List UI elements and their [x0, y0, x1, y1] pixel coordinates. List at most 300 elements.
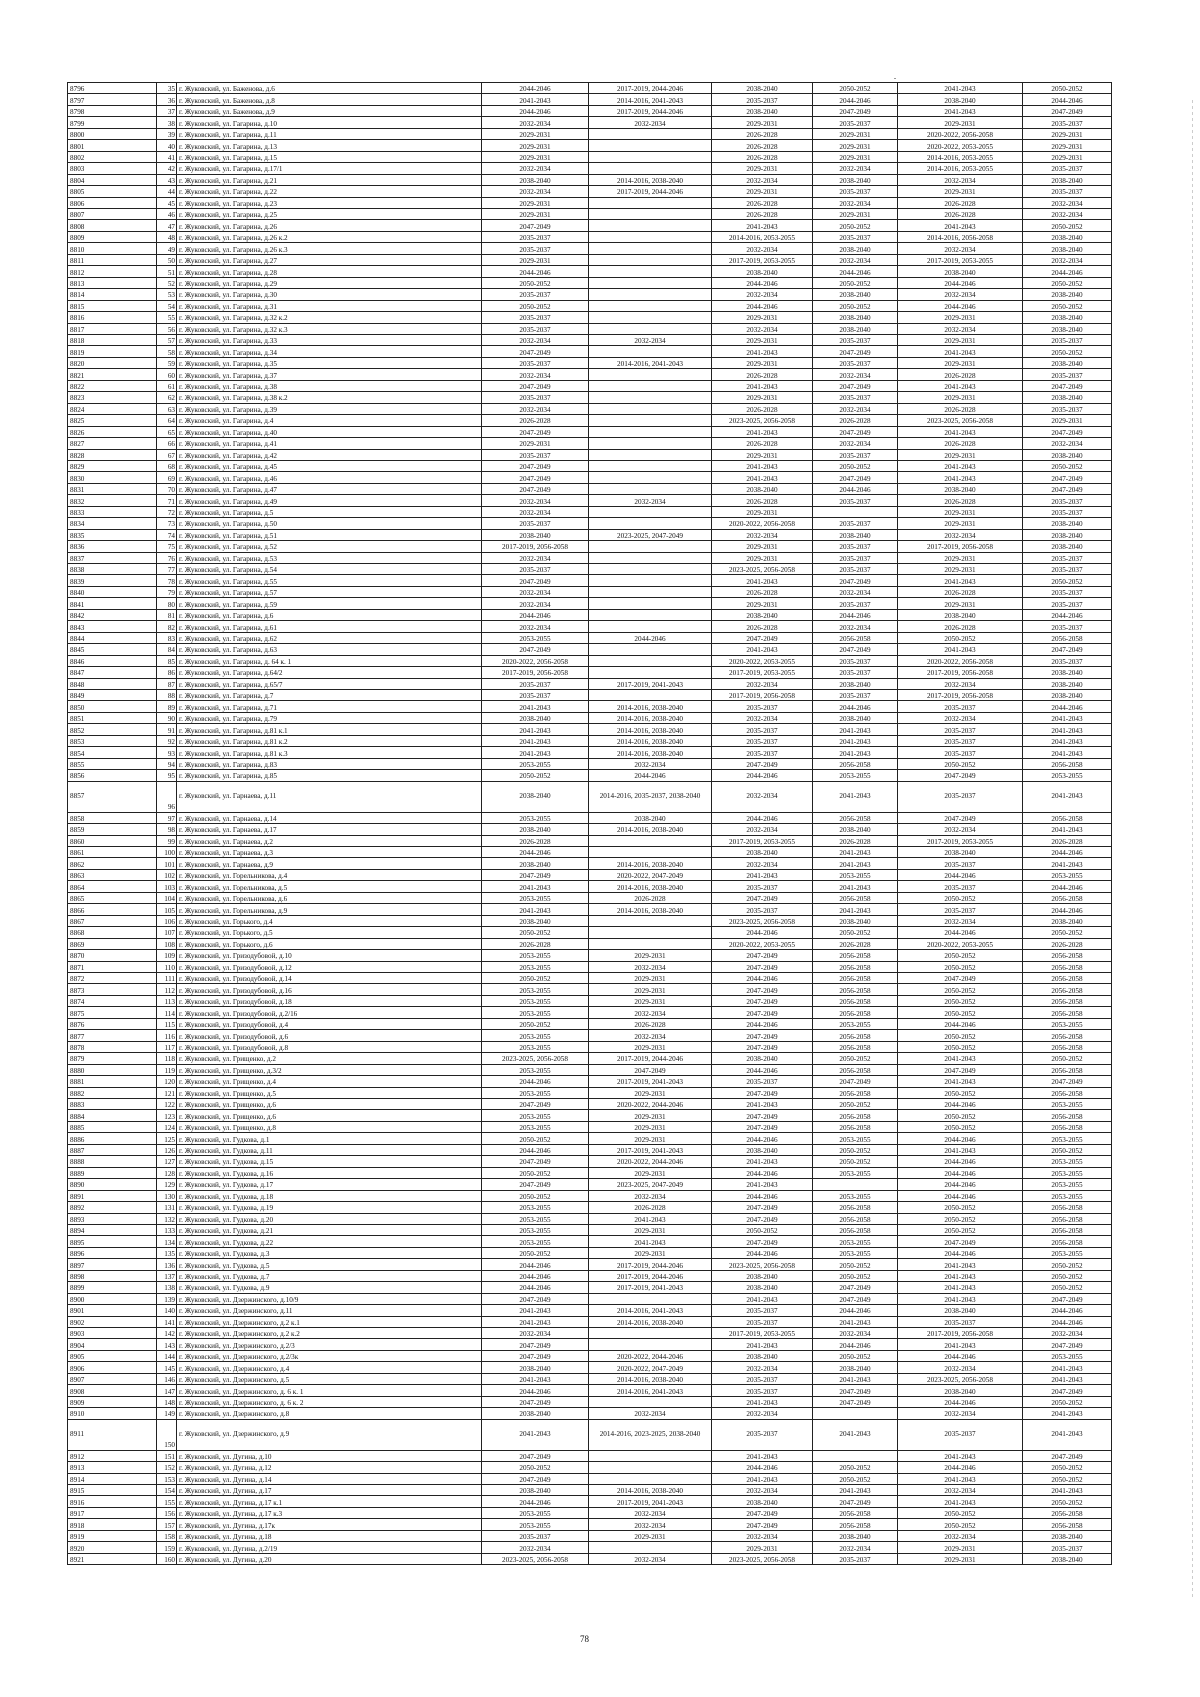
cell-period-2 — [589, 460, 712, 471]
cell-period-4: 2038-2040 — [813, 1530, 898, 1541]
cell-period-1: 2053-2055 — [482, 1519, 589, 1530]
cell-period-5: 2017-2019, 2053-2055 — [898, 254, 1023, 265]
table-row — [68, 1041, 1112, 1052]
cell-period-1: 2047-2049 — [482, 346, 589, 357]
cell-period-1: 2035-2037 — [482, 357, 589, 368]
cell-period-6: 2056-2058 — [1023, 1030, 1112, 1041]
table-row — [68, 1362, 1112, 1373]
cell-period-1: 2047-2049 — [482, 1156, 589, 1167]
cell-period-2: 2014-2016, 2038-2040 — [589, 824, 712, 835]
cell-period-1: 2044-2046 — [482, 266, 589, 277]
cell-period-5: 2035-2037 — [898, 781, 1023, 812]
cell-period-6: 2056-2058 — [1023, 1007, 1112, 1018]
cell-period-6: 2056-2058 — [1023, 950, 1112, 961]
cell-period-3: 2041-2043 — [712, 1396, 813, 1407]
cell-address: г. Жуковский, ул. Дугина, д.18 — [177, 1530, 482, 1541]
cell-period-6: 2050-2052 — [1023, 277, 1112, 288]
cell-period-3: 2038-2040 — [712, 609, 813, 620]
cell-period-3: 2035-2037 — [712, 1373, 813, 1384]
table-row — [68, 632, 1112, 643]
table-row — [68, 690, 1112, 701]
cell-period-6: 2047-2049 — [1023, 1293, 1112, 1304]
cell-period-6: 2041-2043 — [1023, 858, 1112, 869]
cell-period-3: 2047-2049 — [712, 1202, 813, 1213]
cell-period-4: 2050-2052 — [813, 220, 898, 231]
cell-period-3: 2023-2025, 2056-2058 — [712, 564, 813, 575]
cell-period-6: 2032-2034 — [1023, 1328, 1112, 1339]
cell-period-2: 2017-2019, 2041-2043 — [589, 1076, 712, 1087]
cell-period-1: 2023-2025, 2056-2058 — [482, 1053, 589, 1064]
table-row — [68, 1098, 1112, 1109]
cell-row-index: 136 — [157, 1259, 177, 1270]
cell-address: г. Жуковский, ул. Дзержинского, д. 6 к. 1 — [177, 1385, 482, 1396]
cell-period-4: 2041-2043 — [813, 747, 898, 758]
cell-period-1: 2053-2055 — [482, 812, 589, 823]
cell-address: г. Жуковский, ул. Гагарина, д.26 к.3 — [177, 243, 482, 254]
cell-period-3: 2023-2025, 2056-2058 — [712, 415, 813, 426]
table-row — [68, 904, 1112, 915]
cell-period-2: 2038-2040 — [589, 812, 712, 823]
cell-period-6: 2056-2058 — [1023, 1087, 1112, 1098]
cell-period-2 — [589, 243, 712, 254]
cell-period-1: 2026-2028 — [482, 835, 589, 846]
cell-address: г. Жуковский, ул. Гарнаева, д.9 — [177, 858, 482, 869]
cell-row-index: 155 — [157, 1496, 177, 1507]
cell-period-5: 2035-2037 — [898, 858, 1023, 869]
cell-row-index: 69 — [157, 472, 177, 483]
cell-record-id: 8805 — [68, 186, 157, 197]
cell-period-6: 2053-2055 — [1023, 1156, 1112, 1167]
cell-record-id: 8916 — [68, 1496, 157, 1507]
cell-record-id: 8803 — [68, 163, 157, 174]
table-row — [68, 552, 1112, 563]
cell-record-id: 8804 — [68, 174, 157, 185]
cell-period-2: 2023-2025, 2047-2049 — [589, 529, 712, 540]
cell-period-1: 2050-2052 — [482, 1247, 589, 1258]
table-row — [68, 1305, 1112, 1316]
cell-record-id: 8919 — [68, 1530, 157, 1541]
cell-address: г. Жуковский, ул. Гризодубовой, д.16 — [177, 984, 482, 995]
cell-period-2: 2014-2016, 2038-2040 — [589, 701, 712, 712]
cell-period-6: 2032-2034 — [1023, 208, 1112, 219]
cell-record-id: 8808 — [68, 220, 157, 231]
cell-record-id: 8827 — [68, 438, 157, 449]
cell-period-3: 2020-2022, 2053-2055 — [712, 655, 813, 666]
cell-period-6: 2035-2037 — [1023, 163, 1112, 174]
cell-record-id: 8837 — [68, 552, 157, 563]
cell-address: г. Жуковский, ул. Гудкова, д.11 — [177, 1144, 482, 1155]
cell-record-id: 8836 — [68, 541, 157, 552]
cell-period-5: 2050-2052 — [898, 892, 1023, 903]
cell-period-6: 2056-2058 — [1023, 812, 1112, 823]
cell-period-3: 2044-2046 — [712, 1190, 813, 1201]
cell-period-3: 2047-2049 — [712, 1087, 813, 1098]
cell-record-id: 8906 — [68, 1362, 157, 1373]
cell-record-id: 8802 — [68, 151, 157, 162]
cell-period-3: 2029-2031 — [712, 186, 813, 197]
cell-address: г. Жуковский, ул. Дзержинского, д.10/9 — [177, 1293, 482, 1304]
cell-row-index: 106 — [157, 915, 177, 926]
cell-address: г. Жуковский, ул. Гагарина, д.17/1 — [177, 163, 482, 174]
cell-period-3: 2050-2052 — [712, 1224, 813, 1235]
table-row — [68, 1202, 1112, 1213]
cell-period-5: 2041-2043 — [898, 472, 1023, 483]
cell-row-index: 140 — [157, 1305, 177, 1316]
cell-address: г. Жуковский, ул. Дугина, д.10 — [177, 1450, 482, 1461]
cell-period-4: 2035-2037 — [813, 598, 898, 609]
cell-record-id: 8870 — [68, 950, 157, 961]
cell-period-3: 2035-2037 — [712, 1305, 813, 1316]
cell-period-6: 2038-2040 — [1023, 1553, 1112, 1564]
cell-row-index: 46 — [157, 208, 177, 219]
cell-period-3: 2032-2034 — [712, 243, 813, 254]
cell-period-5: 2017-2019, 2056-2058 — [898, 667, 1023, 678]
cell-period-4: 2047-2049 — [813, 472, 898, 483]
cell-address: г. Жуковский, ул. Дзержинского, д.11 — [177, 1305, 482, 1316]
cell-period-6: 2050-2052 — [1023, 346, 1112, 357]
cell-row-index: 137 — [157, 1270, 177, 1281]
cell-period-6: 2035-2037 — [1023, 117, 1112, 128]
table-row — [68, 1133, 1112, 1144]
cell-period-3: 2047-2049 — [712, 1519, 813, 1530]
table-row — [68, 1350, 1112, 1361]
cell-period-2: 2017-2019, 2044-2046 — [589, 186, 712, 197]
cell-period-1: 2041-2043 — [482, 1305, 589, 1316]
cell-period-3: 2026-2028 — [712, 586, 813, 597]
table-row — [68, 812, 1112, 823]
table-row — [68, 927, 1112, 938]
cell-address: г. Жуковский, ул. Горького, д.4 — [177, 915, 482, 926]
cell-period-4: 2056-2058 — [813, 995, 898, 1006]
table-row — [68, 380, 1112, 391]
cell-address: г. Жуковский, ул. Гудкова, д.7 — [177, 1270, 482, 1281]
table-row — [68, 609, 1112, 620]
cell-period-5: 2035-2037 — [898, 881, 1023, 892]
cell-period-3: 2023-2025, 2056-2058 — [712, 1553, 813, 1564]
cell-address: г. Жуковский, ул. Дугина, д.12 — [177, 1462, 482, 1473]
cell-period-5: 2029-2031 — [898, 564, 1023, 575]
cell-record-id: 8819 — [68, 346, 157, 357]
cell-period-1: 2023-2025, 2056-2058 — [482, 1553, 589, 1564]
cell-period-5: 2029-2031 — [898, 186, 1023, 197]
cell-period-4: 2050-2052 — [813, 1144, 898, 1155]
cell-period-4: 2044-2046 — [813, 609, 898, 620]
cell-period-6: 2050-2052 — [1023, 575, 1112, 586]
cell-period-3: 2047-2049 — [712, 1236, 813, 1247]
cell-period-2 — [589, 1542, 712, 1553]
cell-period-2: 2032-2034 — [589, 495, 712, 506]
cell-period-4: 2056-2058 — [813, 758, 898, 769]
cell-period-3: 2035-2037 — [712, 1316, 813, 1327]
cell-period-6: 2047-2049 — [1023, 1385, 1112, 1396]
cell-period-6: 2038-2040 — [1023, 529, 1112, 540]
cell-period-3: 2029-2031 — [712, 1542, 813, 1553]
cell-row-index: 41 — [157, 151, 177, 162]
cell-period-3: 2047-2049 — [712, 1213, 813, 1224]
cell-period-4: 2053-2055 — [813, 770, 898, 781]
cell-record-id: 8918 — [68, 1519, 157, 1530]
cell-period-2 — [589, 927, 712, 938]
cell-row-index: 66 — [157, 438, 177, 449]
cell-address: г. Жуковский, ул. Гагарина, д.45 — [177, 460, 482, 471]
cell-address: г. Жуковский, ул. Дугина, д.17 — [177, 1485, 482, 1496]
cell-period-4: 2056-2058 — [813, 1030, 898, 1041]
cell-period-6: 2053-2055 — [1023, 1167, 1112, 1178]
cell-record-id: 8833 — [68, 506, 157, 517]
cell-period-1: 2035-2037 — [482, 312, 589, 323]
cell-period-2 — [589, 472, 712, 483]
cell-period-3: 2017-2019, 2053-2055 — [712, 1328, 813, 1339]
cell-row-index: 86 — [157, 667, 177, 678]
cell-row-index: 77 — [157, 564, 177, 575]
cell-period-5: 2041-2043 — [898, 575, 1023, 586]
cell-row-index: 149 — [157, 1408, 177, 1419]
table-row — [68, 1473, 1112, 1484]
cell-period-5: 2050-2052 — [898, 1519, 1023, 1530]
cell-period-1: 2038-2040 — [482, 529, 589, 540]
cell-period-1: 2035-2037 — [482, 518, 589, 529]
cell-period-5: 2035-2037 — [898, 904, 1023, 915]
cell-period-4: 2056-2058 — [813, 892, 898, 903]
cell-period-4: 2038-2040 — [813, 323, 898, 334]
cell-record-id: 8816 — [68, 312, 157, 323]
cell-period-1: 2053-2055 — [482, 950, 589, 961]
cell-period-5: 2026-2028 — [898, 586, 1023, 597]
cell-row-index: 94 — [157, 758, 177, 769]
cell-period-1: 2041-2043 — [482, 1316, 589, 1327]
table-row — [68, 1156, 1112, 1167]
cell-period-6: 2050-2052 — [1023, 1496, 1112, 1507]
table-row — [68, 758, 1112, 769]
cell-row-index: 49 — [157, 243, 177, 254]
cell-row-index: 142 — [157, 1328, 177, 1339]
cell-period-6: 2038-2040 — [1023, 678, 1112, 689]
cell-period-2 — [589, 151, 712, 162]
cell-period-6: 2038-2040 — [1023, 323, 1112, 334]
cell-period-2 — [589, 621, 712, 632]
cell-period-3: 2029-2031 — [712, 506, 813, 517]
cell-period-6: 2035-2037 — [1023, 621, 1112, 632]
cell-address: г. Жуковский, ул. Гагарина, д.21 — [177, 174, 482, 185]
cell-row-index: 124 — [157, 1121, 177, 1132]
cell-period-1: 2053-2055 — [482, 1041, 589, 1052]
cell-period-1: 2053-2055 — [482, 1507, 589, 1518]
cell-record-id: 8814 — [68, 289, 157, 300]
cell-period-3: 2029-2031 — [712, 117, 813, 128]
cell-record-id: 8854 — [68, 747, 157, 758]
table-row — [68, 94, 1112, 105]
table-row — [68, 950, 1112, 961]
cell-period-6: 2038-2040 — [1023, 312, 1112, 323]
cell-row-index: 58 — [157, 346, 177, 357]
cell-period-1: 2047-2049 — [482, 1473, 589, 1484]
cell-row-index: 111 — [157, 972, 177, 983]
cell-period-3: 2035-2037 — [712, 1076, 813, 1087]
cell-record-id: 8809 — [68, 231, 157, 242]
cell-period-6: 2053-2055 — [1023, 1179, 1112, 1190]
cell-period-6: 2050-2052 — [1023, 460, 1112, 471]
cell-row-index: 78 — [157, 575, 177, 586]
cell-row-index: 84 — [157, 644, 177, 655]
cell-period-1: 2044-2046 — [482, 1270, 589, 1281]
cell-period-1: 2038-2040 — [482, 174, 589, 185]
cell-address: г. Жуковский, ул. Баженова, д.9 — [177, 105, 482, 116]
cell-period-4: 2047-2049 — [813, 1076, 898, 1087]
cell-period-5: 2041-2043 — [898, 1293, 1023, 1304]
cell-period-5: 2047-2049 — [898, 770, 1023, 781]
cell-row-index: 146 — [157, 1373, 177, 1384]
cell-period-2: 2014-2016, 2038-2040 — [589, 904, 712, 915]
cell-record-id: 8869 — [68, 938, 157, 949]
cell-period-2: 2014-2016, 2038-2040 — [589, 858, 712, 869]
cell-period-2 — [589, 197, 712, 208]
table-row — [68, 140, 1112, 151]
cell-period-2 — [589, 655, 712, 666]
cell-period-3: 2032-2034 — [712, 1362, 813, 1373]
cell-period-2 — [589, 1450, 712, 1461]
cell-period-2: 2032-2034 — [589, 961, 712, 972]
table-row — [68, 1270, 1112, 1281]
cell-period-5: 2035-2037 — [898, 1419, 1023, 1450]
cell-period-4: 2056-2058 — [813, 632, 898, 643]
cell-period-5: 2044-2046 — [898, 1167, 1023, 1178]
cell-period-1: 2050-2052 — [482, 1190, 589, 1201]
cell-period-1: 2032-2034 — [482, 403, 589, 414]
cell-record-id: 8875 — [68, 1007, 157, 1018]
cell-record-id: 8823 — [68, 392, 157, 403]
cell-record-id: 8862 — [68, 858, 157, 869]
cell-period-2: 2032-2034 — [589, 1190, 712, 1201]
cell-period-2 — [589, 541, 712, 552]
cell-period-5: 2035-2037 — [898, 1316, 1023, 1327]
table-row — [68, 824, 1112, 835]
cell-record-id: 8907 — [68, 1373, 157, 1384]
cell-period-3: 2029-2031 — [712, 598, 813, 609]
cell-period-4: 2056-2058 — [813, 1224, 898, 1235]
cell-period-3: 2044-2046 — [712, 277, 813, 288]
cell-row-index: 157 — [157, 1519, 177, 1530]
cell-period-5: 2020-2022, 2053-2055 — [898, 938, 1023, 949]
cell-period-5: 2050-2052 — [898, 995, 1023, 1006]
cell-row-index: 123 — [157, 1110, 177, 1121]
cell-address: г. Жуковский, ул. Гудкова, д.20 — [177, 1213, 482, 1224]
cell-row-index: 114 — [157, 1007, 177, 1018]
cell-record-id: 8904 — [68, 1339, 157, 1350]
cell-row-index: 118 — [157, 1053, 177, 1064]
cell-record-id: 8825 — [68, 415, 157, 426]
cell-period-3: 2032-2034 — [712, 678, 813, 689]
cell-row-index: 83 — [157, 632, 177, 643]
cell-record-id: 8800 — [68, 128, 157, 139]
cell-period-5: 2047-2049 — [898, 972, 1023, 983]
table-row — [68, 174, 1112, 185]
cell-period-3: 2047-2049 — [712, 1041, 813, 1052]
cell-record-id: 8876 — [68, 1018, 157, 1029]
cell-period-3: 2041-2043 — [712, 1179, 813, 1190]
cell-row-index: 121 — [157, 1087, 177, 1098]
cell-period-5: 2038-2040 — [898, 609, 1023, 620]
cell-period-6: 2035-2037 — [1023, 334, 1112, 345]
cell-period-6: 2035-2037 — [1023, 369, 1112, 380]
cell-period-5: 2029-2031 — [898, 334, 1023, 345]
cell-period-5: 2050-2052 — [898, 1507, 1023, 1518]
cell-period-6: 2032-2034 — [1023, 254, 1112, 265]
cell-period-2 — [589, 1473, 712, 1484]
cell-address: г. Жуковский, ул. Гризодубовой, д.18 — [177, 995, 482, 1006]
table-row — [68, 1519, 1112, 1530]
cell-row-index: 129 — [157, 1179, 177, 1190]
cell-period-5: 2020-2022, 2056-2058 — [898, 128, 1023, 139]
cell-period-2: 2014-2016, 2041-2043 — [589, 94, 712, 105]
table-row — [68, 208, 1112, 219]
cell-period-3: 2032-2034 — [712, 1408, 813, 1419]
cell-record-id: 8920 — [68, 1542, 157, 1553]
cell-period-2 — [589, 1396, 712, 1407]
cell-period-1: 2047-2049 — [482, 472, 589, 483]
cell-period-6: 2041-2043 — [1023, 1419, 1112, 1450]
cell-row-index: 79 — [157, 586, 177, 597]
cell-record-id: 8897 — [68, 1259, 157, 1270]
cell-record-id: 8892 — [68, 1202, 157, 1213]
cell-address: г. Жуковский, ул. Гагарина, д.34 — [177, 346, 482, 357]
cell-record-id: 8848 — [68, 678, 157, 689]
cell-row-index: 55 — [157, 312, 177, 323]
cell-address: г. Жуковский, ул. Дугина, д.20 — [177, 1553, 482, 1564]
cell-period-4: 2050-2052 — [813, 1053, 898, 1064]
cell-period-6: 2035-2037 — [1023, 186, 1112, 197]
cell-period-5: 2044-2046 — [898, 1156, 1023, 1167]
cell-period-5: 2029-2031 — [898, 117, 1023, 128]
cell-address: г. Жуковский, ул. Гагарина, д.32 к.3 — [177, 323, 482, 334]
cell-period-6: 2038-2040 — [1023, 289, 1112, 300]
cell-period-1: 2041-2043 — [482, 1419, 589, 1450]
table-row — [68, 1144, 1112, 1155]
cell-period-6: 2041-2043 — [1023, 781, 1112, 812]
table-row — [68, 1293, 1112, 1304]
cell-record-id: 8914 — [68, 1473, 157, 1484]
cell-period-6: 2050-2052 — [1023, 1396, 1112, 1407]
cell-period-5: 2017-2019, 2053-2055 — [898, 835, 1023, 846]
cell-address: г. Жуковский, ул. Баженова, д.8 — [177, 94, 482, 105]
cell-address: г. Жуковский, ул. Грищенко, д.2 — [177, 1053, 482, 1064]
cell-period-1: 2047-2049 — [482, 644, 589, 655]
cell-period-6: 2056-2058 — [1023, 632, 1112, 643]
cell-period-4: 2032-2034 — [813, 1542, 898, 1553]
cell-period-5: 2026-2028 — [898, 621, 1023, 632]
cell-period-1: 2044-2046 — [482, 1282, 589, 1293]
cell-period-3: 2014-2016, 2053-2055 — [712, 231, 813, 242]
cell-address: г. Жуковский, ул. Гагарина, д.10 — [177, 117, 482, 128]
cell-period-4: 2047-2049 — [813, 575, 898, 586]
cell-period-2 — [589, 483, 712, 494]
cell-period-3: 2038-2040 — [712, 847, 813, 858]
cell-period-1: 2047-2049 — [482, 220, 589, 231]
cell-address: г. Жуковский, ул. Гагарина, д.11 — [177, 128, 482, 139]
cell-record-id: 8864 — [68, 881, 157, 892]
cell-period-6: 2029-2031 — [1023, 128, 1112, 139]
cell-period-6: 2044-2046 — [1023, 609, 1112, 620]
cell-period-3: 2026-2028 — [712, 197, 813, 208]
cell-period-5: 2050-2052 — [898, 1030, 1023, 1041]
cell-period-6: 2038-2040 — [1023, 518, 1112, 529]
cell-address: г. Жуковский, ул. Гагарина, д.38 к.2 — [177, 392, 482, 403]
cell-record-id: 8817 — [68, 323, 157, 334]
cell-period-5: 2035-2037 — [898, 747, 1023, 758]
cell-period-4: 2050-2052 — [813, 300, 898, 311]
cell-period-3: 2032-2034 — [712, 1485, 813, 1496]
cell-address: г. Жуковский, ул. Гудкова, д.18 — [177, 1190, 482, 1201]
table-row — [68, 564, 1112, 575]
